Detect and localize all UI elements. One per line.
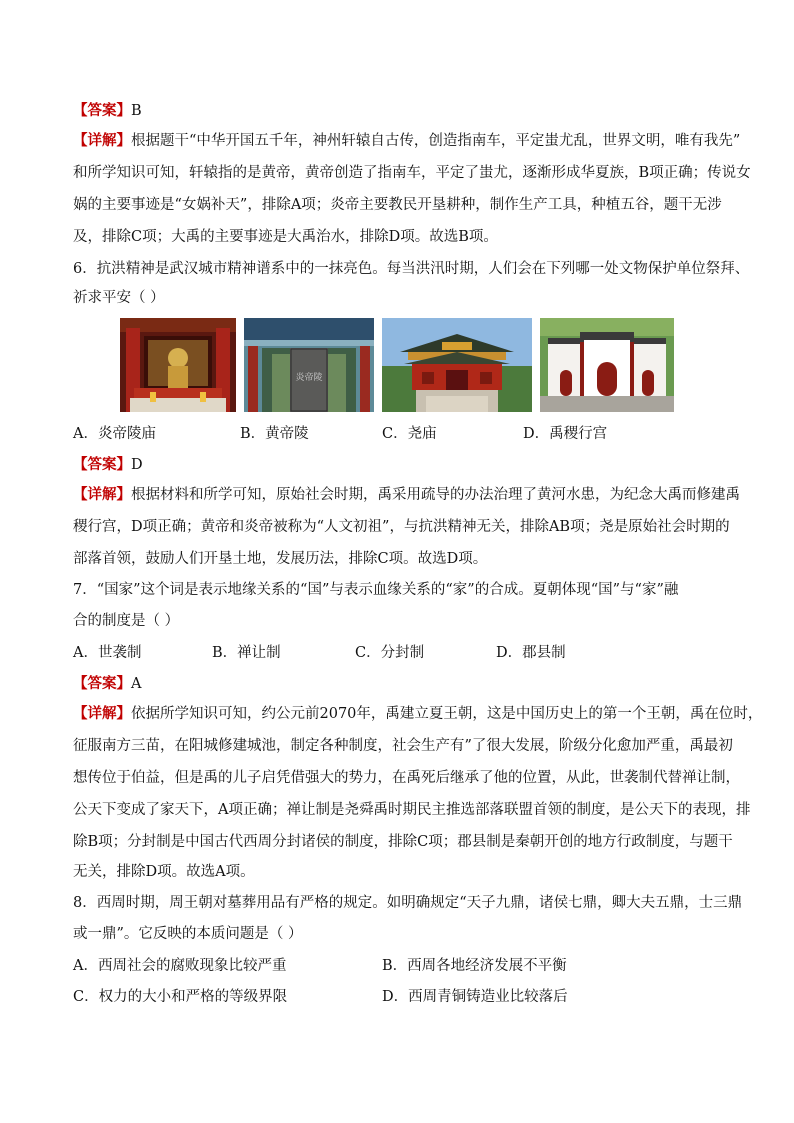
detail-tag: 【详解】 <box>73 486 131 503</box>
q6-detail-line-2: 稷行宫，D项正确；黄帝和炎帝被称为“人文初祖”，与抗洪精神无关，排除AB项；尧是原始社会时期的 <box>73 519 730 535</box>
q5-detail-line-2: 和所学知识可知，轩辕指的是黄帝，黄帝创造了指南车，平定了蚩尤，逐渐形成华夏族，B项正确；传说女 <box>73 165 751 181</box>
q8-option-a: A．西周社会的腐败现象比较严重 <box>73 958 287 974</box>
q6-answer: D <box>131 457 143 473</box>
q7-detail-line-6: 无关，排除D项。故选A项。 <box>73 864 255 880</box>
yuji-palace-photo <box>540 318 674 412</box>
q5-answer: B <box>131 103 142 119</box>
detail-tag: 【详解】 <box>73 132 131 149</box>
q7-option-b: B．禅让制 <box>212 645 281 661</box>
q8-stem-line-1: 8．西周时期，周王朝对墓葬用品有严格的规定。如明确规定“天子九鼎，诸侯七鼎，卿大夫五鼎，士三鼎 <box>73 895 743 911</box>
answer-tag: 【答案】 <box>73 675 131 692</box>
q6-detail-line-1: 【详解】根据材料和所学可知，原始社会时期，禹采用疏导的办法治理了黄河水患，为纪念大禹而修建禹 <box>73 486 740 503</box>
q5-detail-line-3: 娲的主要事迹是“女娲补天”，排除A项；炎帝主要教民开垦耕种，制作生产工具，种植五谷，题干无涉 <box>73 197 722 213</box>
q6-option-d: D．禹稷行宫 <box>523 426 608 442</box>
q8-option-c: C．权力的大小和严格的等级界限 <box>73 989 288 1005</box>
q5-detail-line-4: 及，排除C项；大禹的主要事迹是大禹治水，排除D项。故选B项。 <box>73 229 498 245</box>
q7-detail-line-1: 【详解】依据所学知识可知，约公元前2070年，禹建立夏王朝，这是中国历史上的第一个王朝，禹在位时， <box>73 705 763 722</box>
yao-temple-photo <box>382 318 532 412</box>
q8-stem-line-2: 或一鼎”。它反映的本质问题是（ ） <box>73 926 303 942</box>
q7-detail-line-3: 想传位于伯益，但是禹的儿子启凭借强大的势力，在禹死后继承了他的位置，从此，世袭制代替禅让制， <box>73 770 740 786</box>
huangdi-mausoleum-photo <box>244 318 374 412</box>
q8-option-d: D．西周青铜铸造业比较落后 <box>382 989 568 1005</box>
q6-option-a: A．炎帝陵庙 <box>73 426 156 442</box>
q6-option-c: C．尧庙 <box>382 426 437 442</box>
q6-option-b: B．黄帝陵 <box>240 426 309 442</box>
tablet-inscription: 炎帝陵 <box>295 373 323 383</box>
q7-answer: A <box>131 676 142 692</box>
answer-tag: 【答案】 <box>73 456 131 473</box>
q8-option-b: B．西周各地经济发展不平衡 <box>382 958 567 974</box>
q6-detail-line-3: 部落首领，鼓励人们开垦土地，发展历法，排除C项。故选D项。 <box>73 551 488 567</box>
q6-stem-line-2: 祈求平安（ ） <box>73 290 165 306</box>
q7-stem-line-2: 合的制度是（ ） <box>73 613 180 629</box>
detail-tag: 【详解】 <box>73 705 131 722</box>
yandi-temple-photo <box>120 318 236 412</box>
answer-tag: 【答案】 <box>73 102 131 119</box>
q7-stem-line-1: 7．“国家”这个词是表示地缘关系的“国”与表示血缘关系的“家”的合成。夏朝体现“国”与“家”融 <box>73 582 679 598</box>
q6-answer-line <box>73 455 733 475</box>
q7-option-a: A．世袭制 <box>73 645 142 661</box>
q7-detail-line-5: 除B项；分封制是中国古代西周分封诸侯的制度，排除C项；郡县制是秦朝开创的地方行政制度，与题干 <box>73 834 733 850</box>
q5-answer-line <box>73 101 733 121</box>
q6-stem-line-1: 6．抗洪精神是武汉城市精神谱系中的一抹亮色。每当洪汛时期，人们会在下列哪一处文物保护单位祭拜、 <box>73 261 750 277</box>
q5-detail-line-1: 【详解】根据题干“中华开国五千年，神州轩辕自古传，创造指南车，平定蚩尤乱，世界文明，唯有我先” <box>73 132 741 149</box>
q7-detail-line-4: 公天下变成了家天下，A项正确；禅让制是尧舜禹时期民主推选部落联盟首领的制度，是公天下的表现，排 <box>73 802 751 818</box>
q7-option-c: C．分封制 <box>355 645 425 661</box>
q7-answer-line <box>73 674 733 694</box>
q7-detail-line-2: 征服南方三苗，在阳城修建城池，制定各种制度，社会生产有”了很大发展，阶级分化愈加严重，禹最初 <box>73 738 733 754</box>
q7-option-d: D．郡县制 <box>496 645 566 661</box>
